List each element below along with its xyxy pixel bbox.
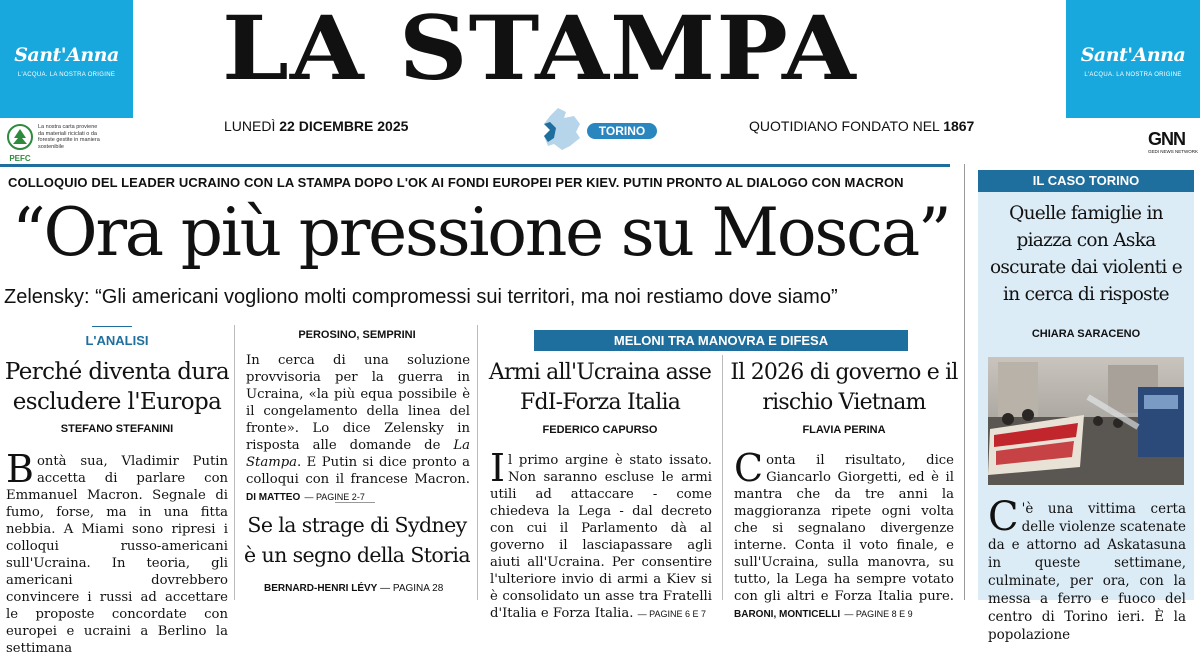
sidebar-kicker[interactable]: IL CASO TORINO [978, 170, 1194, 192]
col-divider-1 [234, 325, 235, 600]
dropcap: C [734, 446, 764, 490]
dateline [224, 118, 408, 134]
ad-brand: Sant'Anna [14, 44, 119, 66]
sidebar-body-text: 'è una vittima certa delle violenze scatenate da e attorno ad Askatasuna in queste settimane, culminate, per ora, con la messa a ferro e fuoco del centro di Torino ieri. È la popolazione [988, 501, 1186, 643]
protest-photo [988, 357, 1184, 485]
col4-body-text: onta il risultato, dice Giancarlo Giorgetti, ed è il mantra che da tre anni la maggioranza ripete ogni volta che si segnalano divergenze interne. Conta il voto finale, e sull'Ucraina, sulla manovra, su tutto, la Lega ha sempre votato con gli altri e Forza Italia pure. [734, 453, 954, 604]
col4-pages: — PAGINE 8 E 9 [844, 609, 913, 619]
edition-pill[interactable]: TORINO [587, 123, 657, 139]
pefc-logo [4, 124, 36, 162]
ad-brand: Sant'Anna [1080, 44, 1186, 66]
col2-pages: — PAGINE 2-7 [304, 492, 365, 502]
pefc-text: La nostra carta proviene da materiali riciclati o da foreste gestite in maniera sostenibile [38, 124, 100, 150]
col2-author2: BERNARD-HENRI LÉVY [264, 583, 378, 594]
tree-icon [4, 124, 36, 150]
kicker-rule [92, 326, 132, 327]
col3-byline: FEDERICO CAPURSO [542, 424, 658, 436]
col3-body [490, 446, 712, 623]
col1-title[interactable]: Perché diventa dura escludere l'Europa [4, 359, 230, 415]
gnn-sub: GEDI NEWS NETWORK [1148, 149, 1199, 154]
header-rule [0, 164, 950, 167]
col2-pages2: — PAGINA 28 [380, 583, 444, 594]
col2-body [246, 352, 470, 506]
col4-body [734, 446, 954, 623]
col2-byline: PEROSINO, SEMPRINI [298, 329, 416, 341]
dropcap: I [490, 446, 506, 490]
story-rule [335, 502, 375, 503]
col2-body-1: In cerca di una soluzione provvisoria per la guerra in Ucraina, «la più equa possibile è il congelamento della linea del fronte». Lo dice Zelensky in risposta alle domande de [246, 353, 470, 453]
sidebar-byline: CHIARA SARACENO [1031, 328, 1141, 340]
dateline-prefix: LUNEDÌ [224, 118, 276, 134]
col2-body-2: . E Putin si dice pronto a colloqui con il francese Macron. [246, 455, 470, 487]
col4-title[interactable]: Il 2026 di governo e il rischio Vietnam [730, 360, 958, 415]
dropcap: C [988, 494, 1019, 540]
col2-title2[interactable]: Se la strage di Sydney è un segno della Storia [244, 513, 470, 567]
lead-subhead: Zelensky: “Gli americani vogliono molti compromessi sui territori, ma noi restiamo dove siamo” [4, 286, 838, 308]
sidebar-title[interactable]: Quelle famiglie in piazza con Aska oscurate dai violenti e in cerca di risposte [989, 203, 1183, 305]
col4-author: BARONI, MONTICELLI [734, 609, 841, 620]
col2-paper: La Stampa [246, 438, 470, 470]
col3-pages: — PAGINE 6 E 7 [637, 609, 707, 619]
founded-prefix: QUOTIDIANO FONDATO NEL [749, 118, 940, 134]
col3-title[interactable]: Armi all'Ucraina asse FdI-Forza Italia [488, 360, 712, 415]
col2-author: DI MATTEO [246, 492, 301, 503]
col4-byline: FLAVIA PERINA [802, 424, 886, 436]
founded-year: 1867 [943, 118, 975, 134]
piedmont-map-icon [540, 106, 584, 152]
ad-tagline: L'ACQUA. LA NOSTRA ORIGINE [1084, 72, 1182, 78]
gnn-logo: GNN [1148, 129, 1185, 149]
right-ad[interactable] [1066, 0, 1200, 118]
col1-body-text: ontà sua, Vladimir Putin accetta di parlare con Emmanuel Macron. Segnale di fumo, forse, ma in una fitta nebbia. A Miami sono ripresi i colloqui russo-americani sull'Ucraina. In teoria, gli americani dovrebbero convincere i russi ad accettare le proposte concordate con europei e ucraini a Berlino la settimana [6, 454, 228, 656]
section-banner[interactable]: MELONI TRA MANOVRA E DIFESA [534, 330, 908, 351]
masthead-title[interactable]: LA STAMPA [222, 0, 857, 100]
lead-overline: COLLOQUIO DEL LEADER UCRAINO CON LA STAMPA DOPO L'OK AI FONDI EUROPEI PER KIEV. PUTIN PRONTO AL DIALOGO CON MACRON [8, 175, 904, 190]
left-ad[interactable] [0, 0, 133, 118]
col1-body [6, 447, 228, 657]
col1-kicker: L'ANALISI [85, 333, 149, 348]
founded-line [749, 118, 974, 134]
col-divider-2 [477, 325, 478, 600]
col2-author2-line [264, 583, 443, 594]
sidebar-body [988, 494, 1186, 644]
pefc-label: PEFC [9, 154, 31, 163]
dateline-date: 22 DICEMBRE 2025 [279, 118, 409, 134]
column-divider [964, 164, 965, 600]
col1-byline: STEFANO STEFANINI [60, 423, 174, 435]
ad-tagline: L'ACQUA. LA NOSTRA ORIGINE [17, 72, 116, 78]
col3-body-text: l primo argine è stato issato. Non saranno escluse le armi utili ad attaccare - come chiedeva la Lega - dal decreto con cui il Parlamento dà al governo il lasciapassare agli aiuti all'Ucraina. Per consentire l'ulteriore invio di armi a Kiev si è consolidato un asse tra Fratelli d'Italia e Forza Italia. [490, 453, 712, 621]
col-divider-3 [722, 355, 723, 600]
lead-headline[interactable]: “Ora più pressione su Mosca” [12, 194, 950, 271]
dropcap: B [6, 447, 34, 491]
